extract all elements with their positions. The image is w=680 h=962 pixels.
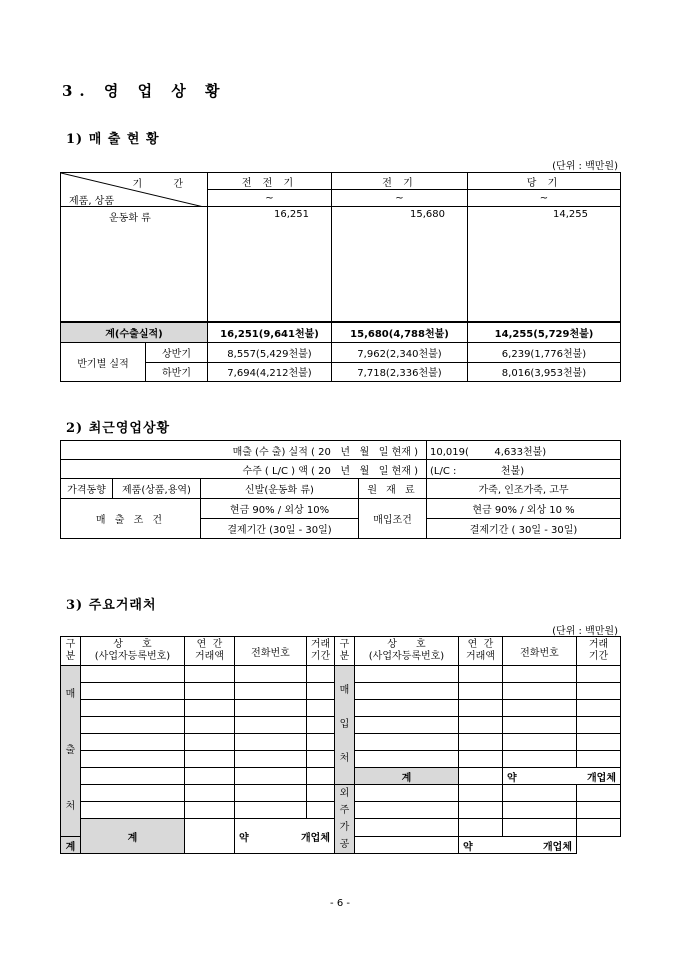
- h-period-1: 거래: [310, 639, 331, 650]
- outsource-approx: 약: [463, 841, 473, 853]
- product-type-label: 제품(상품,용역): [113, 479, 201, 499]
- sales-total: 계: [81, 819, 185, 854]
- tilde-3: ~: [468, 190, 621, 207]
- value-prev: 15,680: [332, 207, 468, 323]
- h-period-purchase: [577, 637, 621, 666]
- h-name-sales: [81, 637, 185, 666]
- outsource-side-2: 주: [339, 805, 350, 816]
- h-name-1: 상 호: [113, 639, 152, 650]
- page-number: - 6 -: [330, 898, 350, 909]
- value-prev2: 16,251: [208, 207, 332, 323]
- h-name-1b: 상 호: [387, 639, 426, 650]
- sales-side-label: [61, 666, 81, 837]
- purchase-side-3: 처: [339, 753, 350, 764]
- corner-bottom-label: 제품, 상품: [69, 196, 114, 207]
- purchase-companies: 개업체: [587, 772, 616, 784]
- section-title: 3. 영 업 상 황: [62, 82, 227, 100]
- h-name-2: (사업자등록번호): [94, 651, 171, 662]
- second-half-label: 하반기: [162, 368, 191, 380]
- sales-approx-cell: [235, 819, 335, 854]
- h-amount-1b: 연 간: [467, 639, 494, 650]
- sales-table: [60, 172, 621, 382]
- purchase-terms-1: 현금 90% / 외상 10 %: [427, 499, 621, 519]
- first-half-current: 6,239(1,776천불): [468, 343, 621, 363]
- first-half-label: 상반기: [146, 343, 207, 363]
- tilde-1: ~: [208, 190, 332, 207]
- sales-heading: 1) 매 출 현 황: [66, 132, 160, 147]
- h-amount-2b: 거래액: [466, 651, 495, 662]
- partners-heading: 3) 주요거래처: [66, 598, 157, 613]
- second-half-prev2: 7,694(4,212천불): [208, 362, 332, 382]
- h-gubun-purchase: 구 분: [335, 637, 355, 666]
- period-prev: 전 기: [332, 173, 468, 190]
- purchase-terms-label: 매입조건: [359, 499, 427, 539]
- h-period-1b: 거래: [588, 639, 609, 650]
- outsource-side-3: 가: [339, 822, 350, 833]
- h-name-purchase: [355, 637, 459, 666]
- purchase-side-2: 입: [339, 719, 350, 730]
- h-name-2b: (사업자등록번호): [368, 651, 445, 662]
- h-gubun-sales: 구 분: [61, 637, 81, 666]
- h-phone-purchase: 전화번호: [503, 637, 577, 666]
- sales-terms-2: 결제기간 (30일 - 30일): [201, 519, 359, 539]
- half-cell: [61, 343, 208, 382]
- sales-companies: 개업체: [301, 832, 330, 844]
- sales-terms-1: 현금 90% / 외상 10%: [201, 499, 359, 519]
- first-half-prev: 7,962(2,340천불): [332, 343, 468, 363]
- purchase-approx-cell: [503, 768, 621, 785]
- purchase-side-label: [335, 666, 355, 785]
- h-period-2b: 기간: [588, 651, 609, 662]
- purchase-approx: 약: [507, 772, 517, 784]
- product-name: 운동화 류: [61, 207, 208, 323]
- h-amount-1: 연 간: [196, 639, 223, 650]
- second-half-prev: 7,718(2,336천불): [332, 362, 468, 382]
- value-current: 14,255: [468, 207, 621, 323]
- h-amount-2: 거래액: [195, 651, 224, 662]
- sales-terms-label: 매 출 조 건: [61, 499, 201, 539]
- purchase-total: 계: [355, 768, 459, 785]
- half-label: 반기별 실적: [61, 343, 146, 381]
- corner-cell: [61, 173, 208, 207]
- partners-unit: (단위 : 백만원): [552, 626, 618, 637]
- total-prev2: 16,251(9,641천불): [208, 322, 332, 343]
- sales-side-3: 처: [65, 801, 76, 812]
- recent-heading: 2) 최근영업상황: [66, 421, 171, 436]
- corner-top-label: 기 간: [132, 179, 197, 190]
- purchase-row: [355, 666, 459, 683]
- outsource-approx-cell: [459, 837, 577, 854]
- recent-orders-value: (L/C : 천불): [427, 460, 621, 479]
- second-half-current: 8,016(3,953천불): [468, 362, 621, 382]
- total-current: 14,255(5,729천불): [468, 322, 621, 343]
- outsource-companies: 개업체: [543, 841, 572, 853]
- total-prev: 15,680(4,788천불): [332, 322, 468, 343]
- h-period-2: 기간: [310, 651, 331, 662]
- raw-material-value: 가죽, 인조가죽, 고무: [427, 479, 621, 499]
- raw-material-label: 원 재 료: [359, 479, 427, 499]
- recent-table: [60, 440, 621, 539]
- h-period-sales: [307, 637, 335, 666]
- h-amount-purchase: [459, 637, 503, 666]
- product-type-value: 신발(운동화 류): [201, 479, 359, 499]
- recent-sales-value: 10,019( 4,633천불): [427, 441, 621, 460]
- h-amount-sales: [185, 637, 235, 666]
- sales-approx: 약: [239, 832, 249, 844]
- recent-orders-label: 수주 ( L/C ) 액 ( 20 년 월 일 현재 ): [61, 460, 427, 479]
- h-phone-sales: 전화번호: [235, 637, 307, 666]
- sales-side-2: 출: [65, 745, 76, 756]
- sales-unit: (단위 : 백만원): [552, 161, 618, 172]
- sales-row: [81, 666, 185, 683]
- total-label: 계(수출실적): [61, 322, 208, 343]
- period-current: 당 기: [468, 173, 621, 190]
- outsource-side-label: [335, 785, 355, 854]
- first-half-prev2: 8,557(5,429천불): [208, 343, 332, 363]
- tilde-2: ~: [332, 190, 468, 207]
- period-prev2: 전 전 기: [208, 173, 332, 190]
- purchase-terms-2: 결제기간 ( 30일 - 30일): [427, 519, 621, 539]
- outsource-side-4: 공: [339, 839, 350, 850]
- recent-sales-label: 매출 (수 출) 실적 ( 20 년 월 일 현재 ): [61, 441, 427, 460]
- sales-side-1: 매: [65, 689, 76, 700]
- partners-table: [60, 636, 621, 854]
- outsource-total: 계: [61, 837, 81, 854]
- price-trend-label: 가격동향: [61, 479, 113, 499]
- outsource-side-1: 외: [339, 788, 350, 799]
- purchase-side-1: 매: [339, 685, 350, 696]
